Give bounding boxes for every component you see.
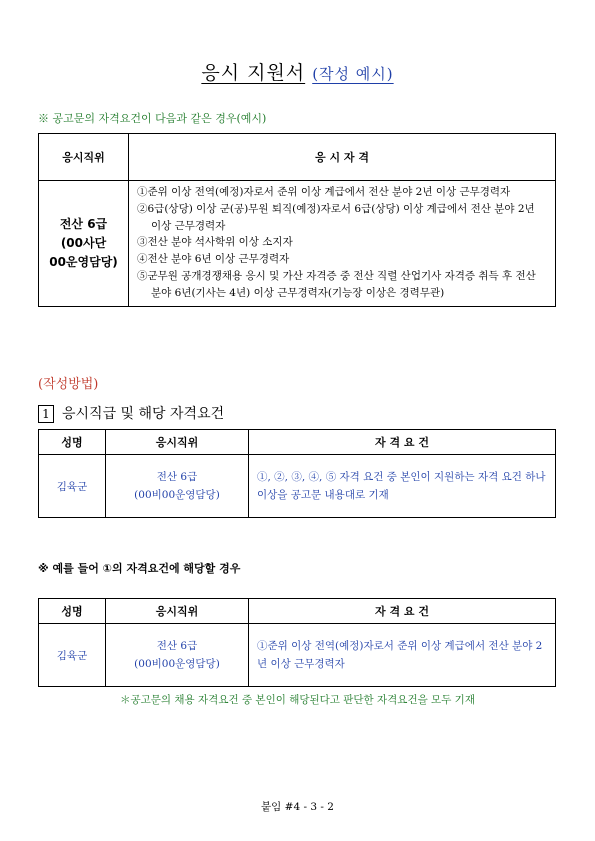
form-body-row [39, 455, 556, 518]
requirements-table [38, 133, 556, 307]
position-line: (00비00운영담당) [134, 658, 220, 670]
position-cell [39, 181, 129, 307]
qualification-item: ③전산 분야 석사학위 이상 소지자 [137, 236, 293, 249]
page-title-main: 응시 지원서 [201, 62, 306, 84]
section-number-box: 1 [38, 405, 54, 423]
position-line: 전산 6급 [59, 216, 108, 231]
form-table [38, 429, 556, 518]
example-body-row [39, 624, 556, 687]
qualification-item: ②6급(상당) 이상 군(공)무원 퇴직(예정)자로서 6급(상당) 이상 계급에서 전산 분야 2년 이상 근무경력자 [137, 202, 535, 232]
example-table [38, 598, 556, 687]
header-name: 성명 [39, 599, 106, 624]
qualification-cell: ①준위 이상 전역(예정)자로서 준위 이상 계급에서 전산 분야 2년 이상 근무경력자 [249, 624, 556, 687]
position-cell [106, 455, 249, 518]
page-title [0, 58, 595, 85]
qualification-cell: ①, ②, ③, ④, ⑤ 자격 요건 중 본인이 지원하는 자격 요건 하나 이상을 공고문 내용대로 기재 [249, 455, 556, 518]
position-line: 전산 6급 [156, 640, 198, 652]
header-position: 응시직위 [106, 430, 249, 455]
section-title: 응시직급 및 해당 자격요건 [62, 406, 225, 422]
requirements-header-row [39, 134, 556, 181]
section-heading [38, 403, 224, 423]
header-qualification: 자 격 요 건 [249, 430, 556, 455]
name-cell: 김육군 [39, 624, 106, 687]
header-qualification: 응 시 자 격 [129, 134, 556, 181]
method-label: (작성방법) [38, 377, 99, 392]
qualification-cell [129, 181, 556, 307]
footnote: ＊공고문의 채용 자격요건 중 본인이 해당된다고 판단한 자격요건을 모두 기재 [120, 694, 475, 706]
header-position: 응시직위 [106, 599, 249, 624]
form-header-row [39, 430, 556, 455]
position-cell [106, 624, 249, 687]
page-title-sub: (작성 예시) [312, 65, 394, 83]
page-number: 붙임 #4 - 3 - 2 [261, 801, 334, 813]
requirements-body-row [39, 181, 556, 307]
header-qualification: 자 격 요 건 [249, 599, 556, 624]
position-line: (00사단 [60, 235, 107, 250]
qualification-item: ⑤군무원 공개경쟁채용 응시 및 가산 자격증 중 전산 직렬 산업기사 자격증 취득 후 전산 분야 6년(기사는 4년) 이상 근무경력자(기능장 이상은 경력무관) [137, 269, 536, 299]
example-header-row [39, 599, 556, 624]
qualification-item: ①준위 이상 전역(예정)자로서 준위 이상 계급에서 전산 분야 2년 이상 근무경력자 [137, 186, 511, 198]
name-cell: 김육군 [39, 455, 106, 518]
position-line: (00비00운영담당) [134, 489, 220, 501]
example-heading: ※ 예를 들어 ①의 자격요건에 해당할 경우 [38, 562, 241, 575]
qualification-item: ④전산 분야 6년 이상 근무경력자 [137, 253, 290, 266]
notice-text: ※ 공고문의 자격요건이 다음과 같은 경우(예시) [38, 112, 267, 125]
header-position: 응시직위 [39, 134, 129, 181]
header-name: 성명 [39, 430, 106, 455]
position-line: 전산 6급 [156, 471, 198, 483]
position-line: 00운영담당) [49, 254, 118, 269]
